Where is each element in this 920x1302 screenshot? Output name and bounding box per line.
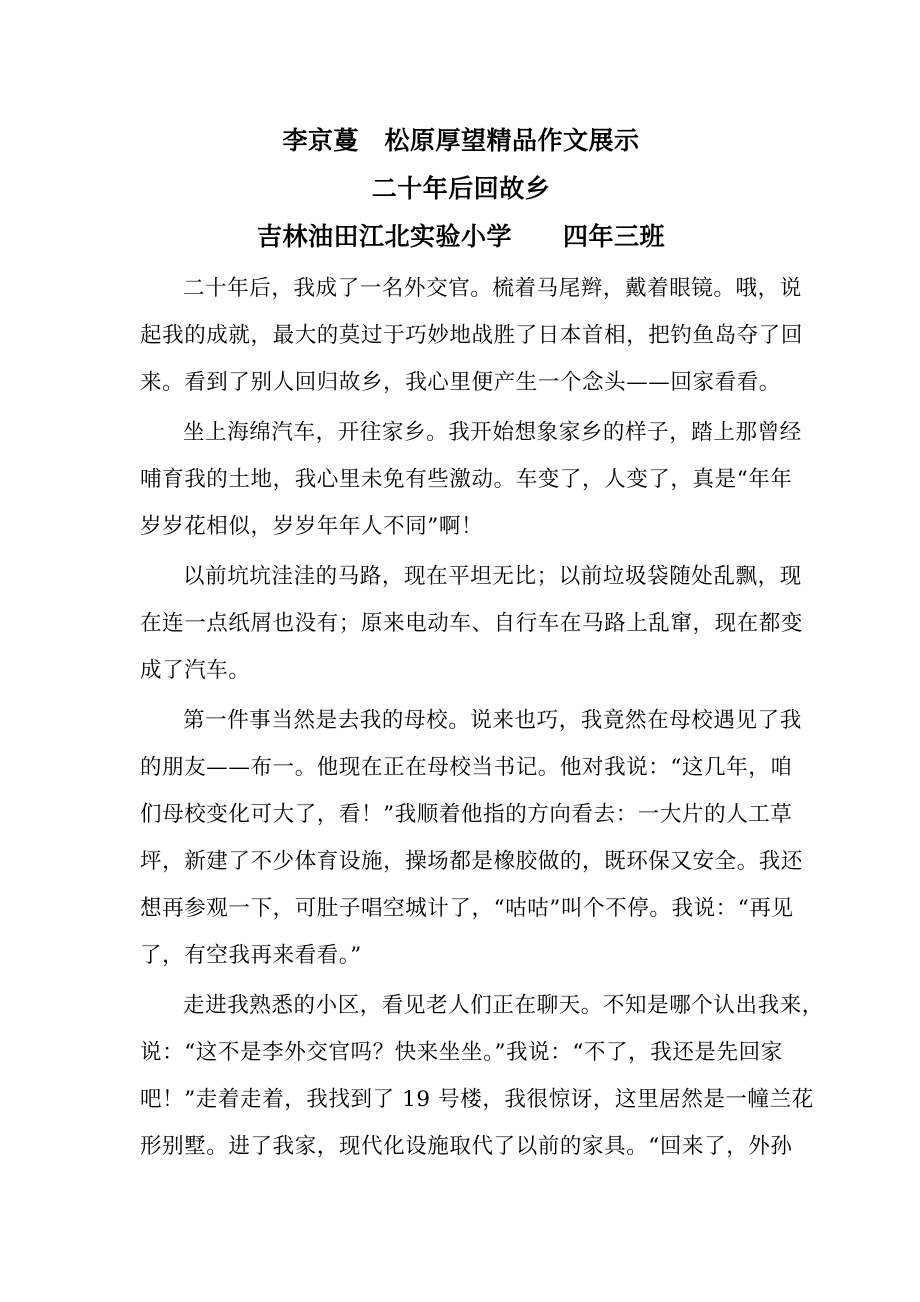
text-line: 坪，新建了不少体育设施，操场都是橡胶做的，既环保又安全。我还 — [140, 849, 804, 874]
text-line: 们母校变化可大了，看！”我顺着他指的方向看去：一大片的人工草 — [140, 802, 793, 827]
text-line: 来。看到了别人回归故乡，我心里便产生一个念头——回家看看。 — [140, 370, 781, 395]
text-line: 了，有空我再来看看。” — [140, 943, 362, 968]
text-line: 的朋友——布一。他现在正在母校当书记。他对我说：“这几年，咱 — [140, 755, 793, 780]
text-line: 成了汽车。 — [140, 658, 251, 683]
document-page — [140, 117, 824, 1173]
essay-title: 二十年后回故乡 — [371, 174, 551, 203]
text-line: 第一件事当然是去我的母校。说来也巧，我竟然在母校遇见了我 — [183, 708, 802, 733]
text-line: 想再参观一下，可肚子唱空城计了，“咕咕”叫个不停。我说：“再见 — [140, 896, 794, 921]
text-line: 走进我熟悉的小区，看见老人们正在聊天。不知是哪个认出我来， — [183, 993, 824, 1018]
text-line: 起我的成就，最大的莫过于巧妙地战胜了日本首相，把钓鱼岛夺了回 — [140, 323, 804, 348]
text-line: 以前坑坑洼洼的马路，现在平坦无比；以前垃圾袋随处乱飘，现 — [183, 564, 802, 589]
paragraph-4 — [140, 697, 804, 982]
text-line: 哺育我的土地，我心里未免有些激动。车变了，人变了，真是“年年 — [140, 467, 793, 492]
text-line: 二十年后，我成了一名外交官。梳着马尾辫，戴着眼镜。哦，说 — [183, 276, 802, 301]
paragraph-5 — [140, 982, 824, 1173]
document-heading: 李京蔓 松原厚望精品作文展示 — [282, 126, 640, 155]
paragraph-2 — [140, 409, 802, 553]
school-class-line: 吉林油田江北实验小学 四年三班 — [256, 222, 665, 251]
text-line: 坐上海绵汽车，开往家乡。我开始想象家乡的样子，踏上那曾经 — [183, 420, 802, 445]
text-line: 吧！”走着走着，我找到了 19 号楼，我很惊讶，这里居然是一幢兰花 — [140, 1087, 814, 1112]
text-line: 在连一点纸屑也没有；原来电动车、自行车在马路上乱窜，现在都变 — [140, 611, 804, 636]
paragraph-1 — [140, 265, 804, 409]
text-line: 说：“这不是李外交官吗？快来坐坐。”我说：“不了，我还是先回家 — [140, 1040, 783, 1065]
paragraph-3 — [140, 553, 804, 697]
essay-body — [140, 265, 824, 1173]
text-line: 岁岁花相似，岁岁年年人不同”啊！ — [140, 514, 484, 539]
text-line: 形别墅。进了我家，现代化设施取代了以前的家具。“回来了，外孙 — [140, 1134, 793, 1159]
